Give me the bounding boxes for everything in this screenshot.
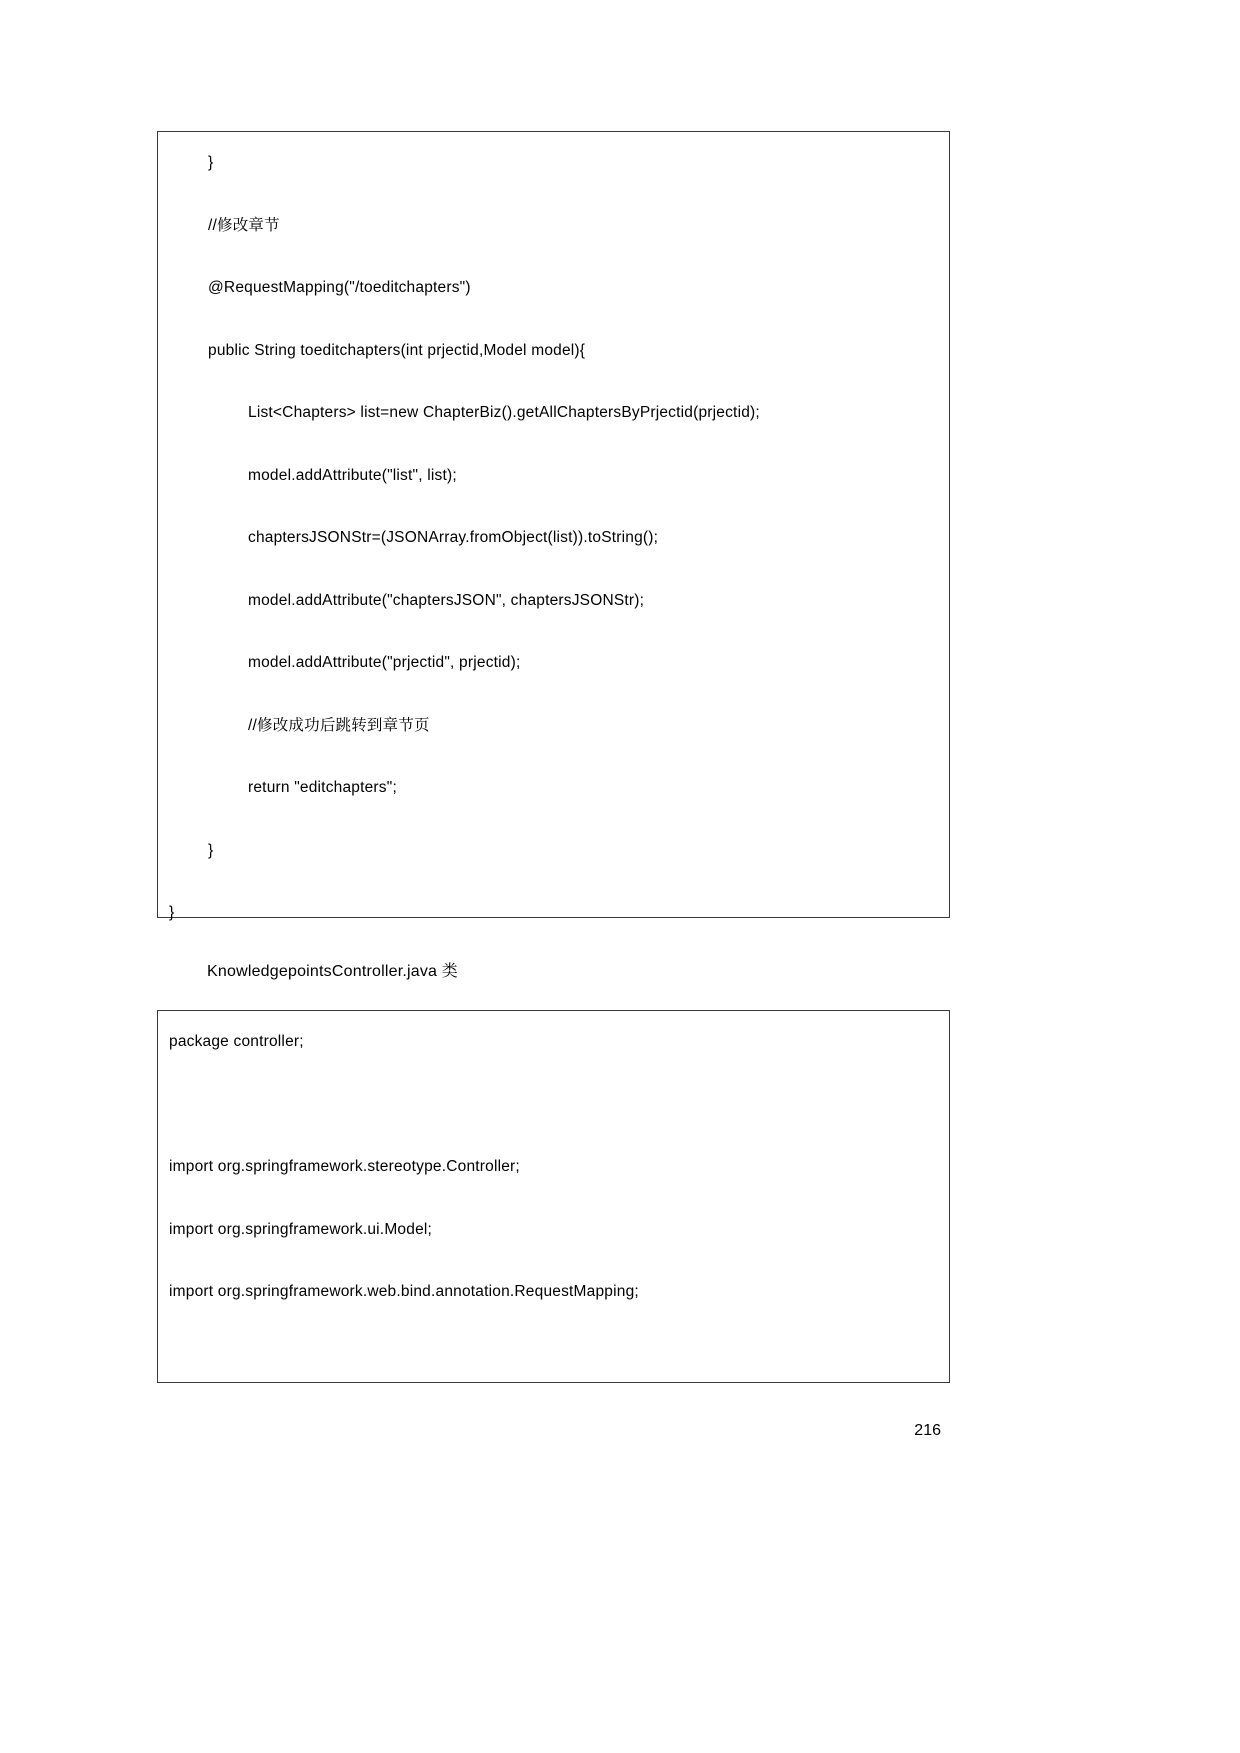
section-caption: KnowledgepointsController.java 类 (207, 963, 458, 980)
code-line: } (208, 154, 214, 171)
code-line (158, 1074, 949, 1137)
code-line: } (208, 841, 214, 859)
code-line: model.addAttribute("list", list); (248, 466, 457, 484)
code-line: public String toeditchapters(int prjectid,Model model){ (208, 341, 586, 359)
code-block-knowledgepoints-controller (157, 1010, 950, 1383)
code-line: model.addAttribute("prjectid", prjectid); (248, 654, 521, 671)
page-number: 216 (914, 1422, 941, 1439)
code-line (158, 1324, 949, 1387)
code-line: import org.springframework.ui.Model; (169, 1220, 433, 1238)
code-line: package controller; (169, 1033, 304, 1050)
code-block-toeditchapters (157, 131, 950, 921)
code-line: return "editchapters"; (248, 779, 397, 796)
code-line: //修改章节 (208, 216, 280, 234)
code-line: @RequestMapping("/toeditchapters") (208, 279, 471, 296)
code-line: chaptersJSONStr=(JSONArray.fromObject(list)).toString(); (248, 529, 659, 546)
code-line: import org.springframework.web.bind.annotation.RequestMapping; (169, 1283, 639, 1300)
code-line: } (169, 904, 175, 921)
code-line: //修改成功后跳转到章节页 (248, 716, 430, 734)
code-line: import org.springframework.stereotype.Controller; (169, 1158, 520, 1175)
code-line: List<Chapters> list=new ChapterBiz().getAllChaptersByPrjectid(prjectid); (248, 404, 760, 421)
code-line: model.addAttribute("chaptersJSON", chaptersJSONStr); (248, 591, 645, 609)
